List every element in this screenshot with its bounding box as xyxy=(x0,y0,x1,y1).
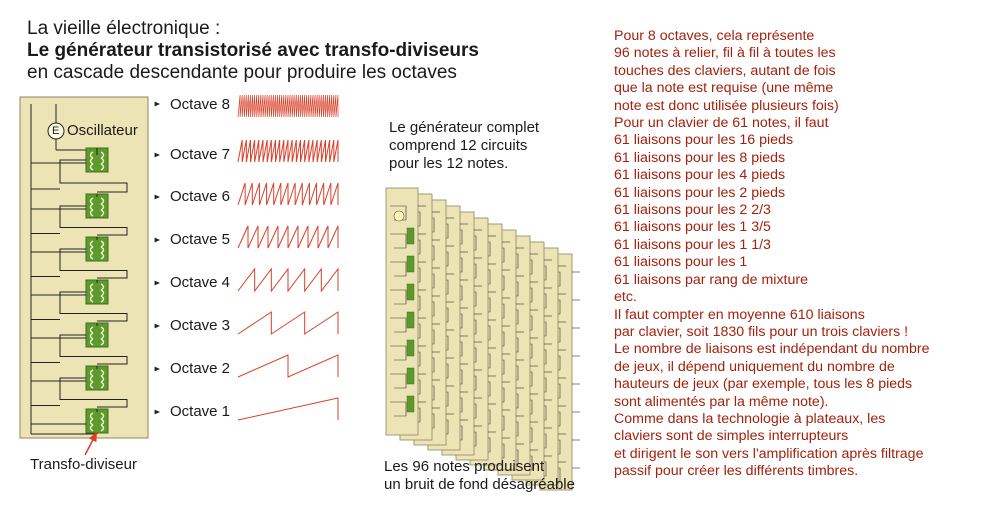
circuit-panel xyxy=(20,97,148,438)
octave-label-3: Octave 3 xyxy=(170,317,231,334)
transformer-icon xyxy=(407,340,414,356)
waveforms xyxy=(238,95,338,420)
explanation-line: Le nombre de liaisons est indépendant du nombre xyxy=(614,341,930,358)
noise-caption-line: Les 96 notes produisent xyxy=(384,458,545,475)
explanation-line: 61 liaisons pour les 1 xyxy=(614,254,748,271)
explanation-line: 61 liaisons pour les 8 pieds xyxy=(614,149,786,166)
oscillator-symbol-circle xyxy=(394,211,404,221)
octave-label-7: Octave 7 xyxy=(170,146,231,163)
explanation-line: 61 liaisons pour les 16 pieds xyxy=(614,132,794,149)
explanation-line: et dirigent le son vers l'amplification après filtrage xyxy=(614,445,924,462)
generator-caption-line: Le générateur complet xyxy=(389,119,540,136)
transformer-icon xyxy=(86,366,108,390)
explanation-line: par clavier, soit 1830 fils pour un trois claviers ! xyxy=(614,323,909,340)
waveform-octave-4 xyxy=(238,269,338,291)
oscillator-label: Oscillateur xyxy=(67,122,138,139)
explanation-line: 61 liaisons pour les 1 3/5 xyxy=(614,219,771,236)
explanation-line: 61 liaisons pour les 2 pieds xyxy=(614,184,786,201)
explanation-line: touches des claviers, autant de fois xyxy=(614,62,836,79)
transformer-icon xyxy=(86,194,108,218)
title-line-1: La vieille électronique : xyxy=(27,18,221,39)
explanation-line: sont alimentés par la même note). xyxy=(614,393,829,410)
generator-stack xyxy=(386,188,580,490)
explanation-line: de jeux, il dépend uniquement du nombre de xyxy=(614,358,895,375)
explanation-line: Comme dans la technologie à plateaux, les xyxy=(614,410,886,427)
explanation-text xyxy=(614,28,974,481)
explanation-line: 61 liaisons par rang de mixture xyxy=(614,271,808,288)
octave-label-4: Octave 4 xyxy=(170,274,231,291)
octave-label-5: Octave 5 xyxy=(170,231,231,248)
explanation-line: claviers sont de simples interrupteurs xyxy=(614,428,849,445)
explanation-line: passif pour créer les différents timbres. xyxy=(614,463,859,480)
generator-caption-line: comprend 12 circuits xyxy=(389,137,528,154)
generator-caption-line: pour les 12 notes. xyxy=(389,155,509,172)
octave-label-8: Octave 8 xyxy=(170,96,231,113)
explanation-line: Pour un clavier de 61 notes, il faut xyxy=(614,115,829,132)
explanation-line: 61 liaisons pour les 4 pieds xyxy=(614,167,786,184)
octave-label-2: Octave 2 xyxy=(170,360,231,377)
noise-caption-line: un bruit de fond désagréable xyxy=(384,476,575,493)
waveform-octave-8 xyxy=(238,95,338,117)
waveform-octave-6 xyxy=(238,183,338,205)
generator-caption xyxy=(389,119,539,173)
explanation-line: 61 liaisons pour les 2 2/3 xyxy=(614,202,771,219)
title-line-3: en cascade descendante pour produire les octaves xyxy=(27,62,457,83)
transformer-icon xyxy=(86,323,108,347)
transformer-label: Transfo-diviseur xyxy=(30,456,137,473)
transformer-icon xyxy=(407,284,414,300)
explanation-line: 96 notes à relier, fil à fil à toutes les xyxy=(614,45,836,62)
explanation-line: Il faut compter en moyenne 610 liaisons xyxy=(614,306,865,323)
transformer-icon xyxy=(86,409,108,433)
transformer-icon xyxy=(86,237,108,261)
explanation-line: 61 liaisons pour les 1 1/3 xyxy=(614,236,771,253)
octave-label-6: Octave 6 xyxy=(170,188,231,205)
explanation-line: hauteurs de jeux (par exemple, tous les 8 pieds xyxy=(614,376,913,393)
explanation-line: Pour 8 octaves, cela représente xyxy=(614,28,815,44)
explanation-line: etc. xyxy=(614,289,637,306)
transformer-icon xyxy=(407,256,414,272)
waveform-octave-2 xyxy=(238,355,338,377)
waveform-octave-5 xyxy=(238,226,338,248)
transformer-icon xyxy=(407,368,414,384)
explanation-line: que la note est requise (une même xyxy=(614,80,834,97)
octave-label-1: Octave 1 xyxy=(170,403,231,420)
waveform-octave-3 xyxy=(238,312,338,334)
transformer-icon xyxy=(86,280,108,304)
explanation-line: note est donc utilisée plusieurs fois) xyxy=(614,97,839,114)
waveform-octave-1 xyxy=(238,398,338,420)
transformer-icon xyxy=(407,228,414,244)
title-line-2: Le générateur transistorisé avec transfo-diviseurs xyxy=(27,40,479,61)
waveform-octave-7 xyxy=(238,140,338,162)
oscillator-symbol: E xyxy=(52,125,60,137)
transformer-icon xyxy=(407,312,414,328)
noise-caption xyxy=(384,458,575,494)
transformer-icon xyxy=(407,396,414,412)
